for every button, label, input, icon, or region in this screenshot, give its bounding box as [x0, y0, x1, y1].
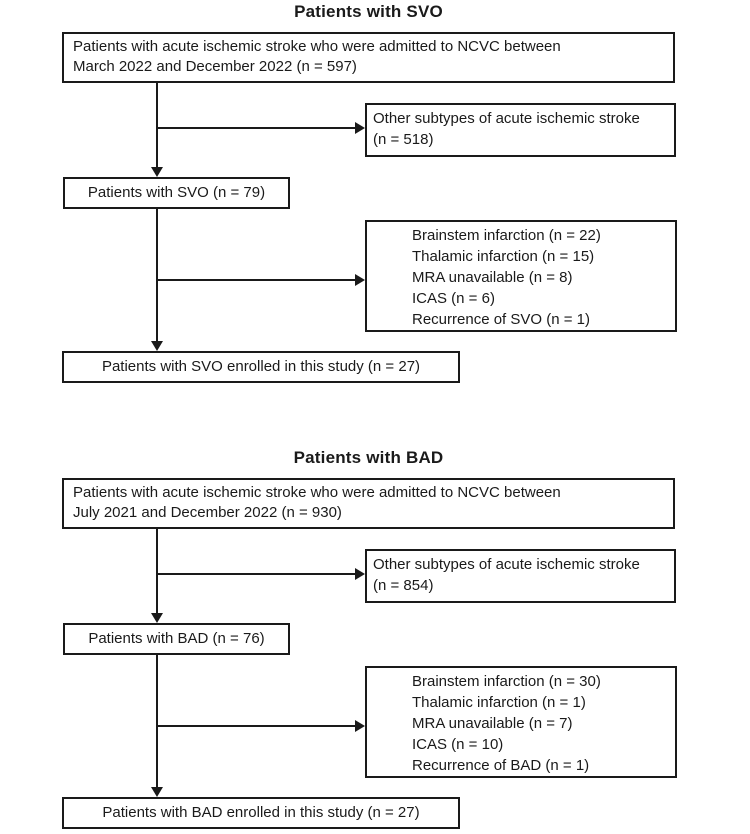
bad-other-subtypes-line1: Other subtypes of acute ischemic stroke: [373, 556, 640, 573]
svo-down-arrow-icon-1: [151, 167, 163, 177]
svo-right-arrow-icon-1: [355, 122, 365, 134]
svo-source-line2: March 2022 and December 2022 (n = 597): [73, 58, 357, 75]
bad-exclusion-item: Recurrence of BAD (n = 1): [412, 757, 590, 774]
svo-connector-branch-1: [157, 127, 357, 129]
svo-connector-branch-2: [157, 279, 357, 281]
bad-other-subtypes-box: [365, 549, 676, 603]
bad-exclusions-box: [365, 666, 677, 778]
bad-section-title: Patients with BAD: [293, 448, 444, 467]
svo-right-arrow-icon-2: [355, 274, 365, 286]
svo-other-subtypes-line1: Other subtypes of acute ischemic stroke: [373, 110, 640, 127]
bad-down-arrow-icon-1: [151, 613, 163, 623]
bad-connector-branch-2: [157, 725, 357, 727]
svo-exclusion-item: ICAS (n = 6): [412, 290, 495, 307]
bad-exclusion-item: MRA unavailable (n = 7): [412, 715, 573, 732]
svo-exclusion-item: Recurrence of SVO (n = 1): [412, 311, 590, 328]
svo-connector-vertical-2: [156, 209, 158, 343]
svo-exclusion-item: MRA unavailable (n = 8): [412, 269, 573, 286]
bad-source-population-box: [62, 478, 675, 529]
bad-right-arrow-icon-1: [355, 568, 365, 580]
bad-other-subtypes-line2: (n = 854): [373, 577, 434, 594]
svo-exclusion-item: Thalamic infarction (n = 15): [412, 248, 595, 265]
bad-cohort-box: Patients with BAD (n = 76): [63, 623, 290, 655]
bad-connector-vertical-1: [156, 529, 158, 615]
bad-source-line2: July 2021 and December 2022 (n = 930): [73, 504, 342, 521]
svo-source-line1: Patients with acute ischemic stroke who were admitted to NCVC between: [73, 38, 561, 55]
bad-exclusion-item: ICAS (n = 10): [412, 736, 504, 753]
bad-right-arrow-icon-2: [355, 720, 365, 732]
bad-exclusion-item: Thalamic infarction (n = 1): [412, 694, 586, 711]
svo-source-population-box: [62, 32, 675, 83]
bad-flow-section: [0, 446, 750, 834]
bad-down-arrow-icon-2: [151, 787, 163, 797]
svo-enrolled-box: Patients with SVO enrolled in this study (n = 27): [62, 351, 460, 383]
svo-other-subtypes-box: [365, 103, 676, 157]
svo-exclusions-box: [365, 220, 677, 332]
bad-connector-branch-1: [157, 573, 357, 575]
bad-connector-vertical-2: [156, 655, 158, 789]
svo-down-arrow-icon-2: [151, 341, 163, 351]
svo-flow-section: [0, 0, 750, 400]
bad-source-line1: Patients with acute ischemic stroke who were admitted to NCVC between: [73, 484, 561, 501]
svo-other-subtypes-line2: (n = 518): [373, 131, 434, 148]
bad-exclusion-item: Brainstem infarction (n = 30): [412, 673, 601, 690]
bad-enrolled-box: Patients with BAD enrolled in this study (n = 27): [62, 797, 460, 829]
svo-cohort-box: Patients with SVO (n = 79): [63, 177, 290, 209]
svo-section-title: Patients with SVO: [294, 2, 443, 21]
svo-exclusion-item: Brainstem infarction (n = 22): [412, 227, 601, 244]
svo-connector-vertical-1: [156, 83, 158, 169]
